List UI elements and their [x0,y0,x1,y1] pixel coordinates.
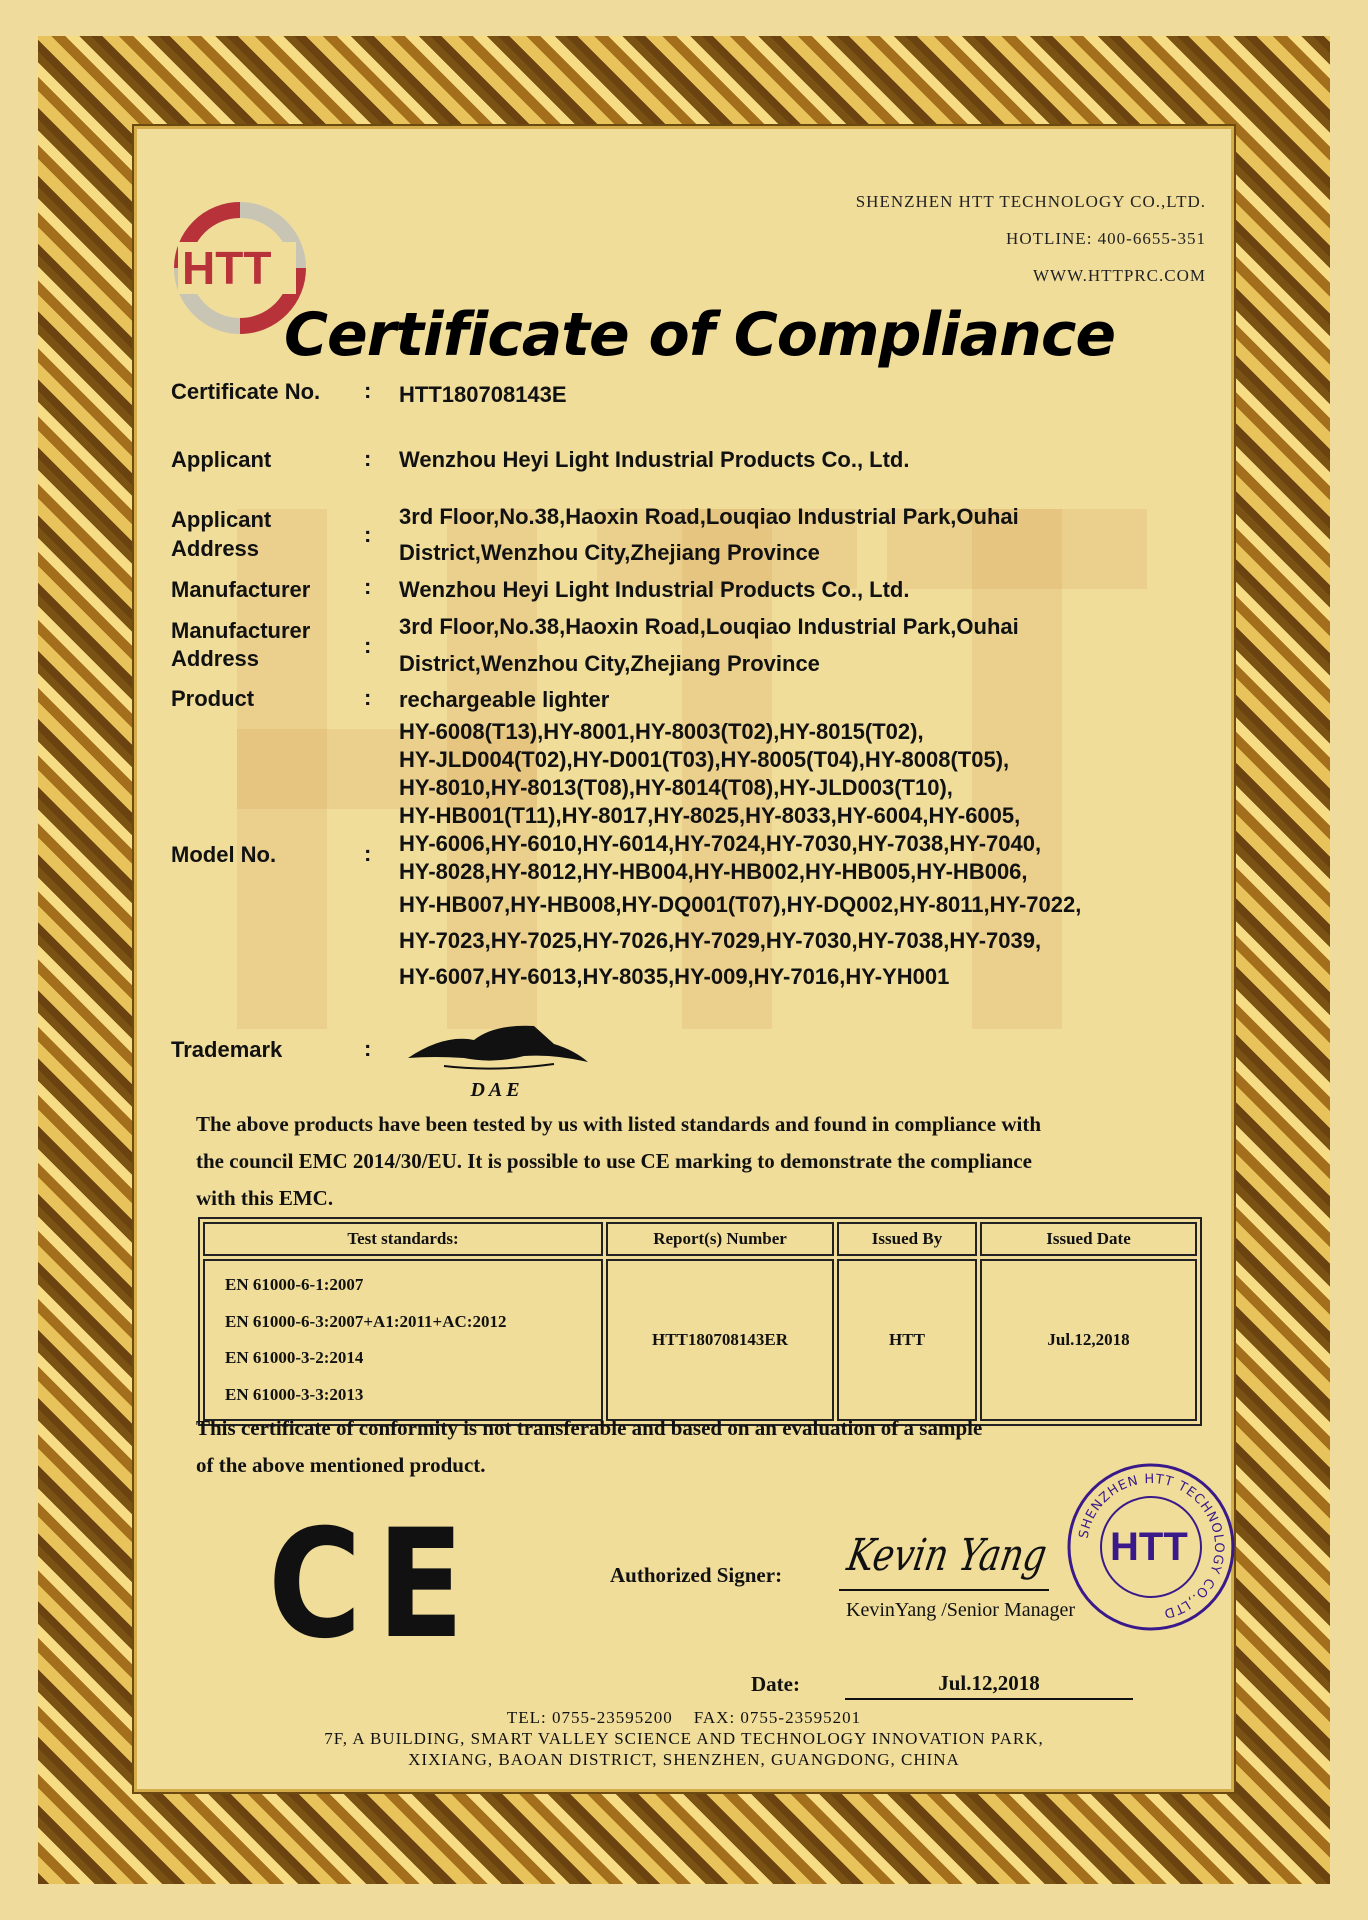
statement-line: the council EMC 2014/30/EU. It is possible to use CE marking to demonstrate the compliance [196,1149,1032,1173]
authorized-signer-label: Authorized Signer: [610,1563,783,1587]
model-line: HY-6008(T13),HY-8001,HY-8003(T02),HY-8015(T02), [399,719,924,744]
statement-line: with this EMC. [196,1186,334,1210]
manufacturer-label: Manufacturer [171,577,311,602]
model-line: HY-HB001(T11),HY-8017,HY-8025,HY-8033,HY-6004,HY-6005, [399,803,1021,828]
ce-mark: CE [268,1498,480,1672]
issued-by: HTT [837,1259,977,1421]
applicant-value: Wenzhou Heyi Light Industrial Products Co., Ltd. [399,447,910,472]
manufacturer-address-label-2: Address [171,646,260,671]
colon: : [364,378,372,403]
signature-line [839,1589,1049,1591]
table-row [203,1259,1197,1421]
applicant-address-label: Applicant [171,507,272,532]
stamp-ring-text: SHENZHEN HTT TECHNOLOGY CO.,LTD [1076,1471,1227,1621]
model-line: HY-8010,HY-8013(T08),HY-8014(T08),HY-JLD003(T10), [399,775,953,800]
note-line: This certificate of conformity is not transferable and based on an evaluation of a sample [196,1416,983,1440]
statement-line: The above products have been tested by us with listed standards and found in compliance with [196,1112,1041,1136]
model-line: HY-6006,HY-6010,HY-6014,HY-7024,HY-7030,HY-7038,HY-7040, [399,831,1042,856]
product-label: Product [171,686,255,711]
signer-name: KevinYang /Senior Manager [846,1599,1076,1621]
standard: EN 61000-3-3:2013 [225,1384,364,1404]
standard: EN 61000-3-2:2014 [225,1348,364,1367]
applicant-address-line1: 3rd Floor,No.38,Haoxin Road,Louqiao Industrial Park,Ouhai [399,504,1019,529]
trademark-logo [404,1014,590,1101]
footer-address: 7F, A BUILDING, SMART VALLEY SCIENCE AND TECHNOLOGY INNOVATION PARK, [324,1729,1044,1748]
manufacturer-address-line2: District,Wenzhou City,Zhejiang Province [399,651,820,676]
signature: Kevin Yang [843,1530,1051,1581]
stamp-center-text: HTT [1110,1525,1188,1569]
model-line: HY-7023,HY-7025,HY-7026,HY-7029,HY-7030,HY-7038,HY-7039, [399,928,1042,953]
footer-contact: TEL: 0755-23595200 FAX: 0755-23595201 [506,1708,862,1727]
date-line [845,1698,1133,1700]
colon: : [364,522,372,547]
model-line: HY-JLD004(T02),HY-D001(T03),HY-8005(T04),HY-8008(T05), [399,747,1010,772]
standard: EN 61000-6-1:2007 [225,1275,364,1294]
page-title: Certificate of Compliance [284,300,1116,370]
model-line: HY-HB007,HY-HB008,HY-DQ001(T07),HY-DQ002,HY-8011,HY-7022, [399,892,1082,917]
model-line: HY-8028,HY-8012,HY-HB004,HY-HB002,HY-HB005,HY-HB006, [399,859,1028,884]
manufacturer-value: Wenzhou Heyi Light Industrial Products Co., Ltd. [399,577,910,602]
colon: : [364,633,372,658]
trademark-text: DAE [470,1079,524,1101]
colon: : [364,1036,372,1061]
trademark-label: Trademark [171,1037,283,1062]
company-name: SHENZHEN HTT TECHNOLOGY CO.,LTD. [855,192,1206,211]
column-header: Report(s) Number [606,1222,834,1256]
date-label: Date: [751,1672,800,1696]
colon: : [364,574,372,599]
hotline: HOTLINE: 400-6655-351 [1006,229,1206,248]
colon: : [364,446,372,471]
report-number: HTT180708143ER [606,1259,834,1421]
logo-text: HTT [182,242,272,294]
column-header: Issued By [837,1222,977,1256]
product-value: rechargeable lighter [399,687,610,712]
column-header: Issued Date [980,1222,1197,1256]
colon: : [364,841,372,866]
applicant-label: Applicant [171,447,272,472]
footer-address: XIXIANG, BAOAN DISTRICT, SHENZHEN, GUANGDONG, CHINA [408,1750,960,1769]
applicant-address-line2: District,Wenzhou City,Zhejiang Province [399,540,820,565]
manufacturer-address-line1: 3rd Floor,No.38,Haoxin Road,Louqiao Industrial Park,Ouhai [399,614,1019,639]
manufacturer-address-label: Manufacturer [171,618,311,643]
standards-cell [203,1259,603,1421]
date-value: Jul.12,2018 [938,1671,1040,1695]
model-no-label: Model No. [171,842,277,867]
test-standards-table [198,1217,1202,1426]
note-line: of the above mentioned product. [196,1453,486,1477]
applicant-address-label-2: Address [171,536,260,561]
certificate-no-value: HTT180708143E [399,382,567,407]
table-header-row [203,1222,1197,1256]
model-line: HY-6007,HY-6013,HY-8035,HY-009,HY-7016,HY-YH001 [399,964,950,989]
colon: : [364,685,372,710]
company-stamp [1066,1462,1236,1632]
standard: EN 61000-6-3:2007+A1:2011+AC:2012 [225,1311,507,1331]
column-header: Test standards: [203,1222,603,1256]
website: WWW.HTTPRC.COM [1033,266,1206,285]
issued-date: Jul.12,2018 [980,1259,1197,1421]
certificate-no-label: Certificate No. [171,379,321,404]
